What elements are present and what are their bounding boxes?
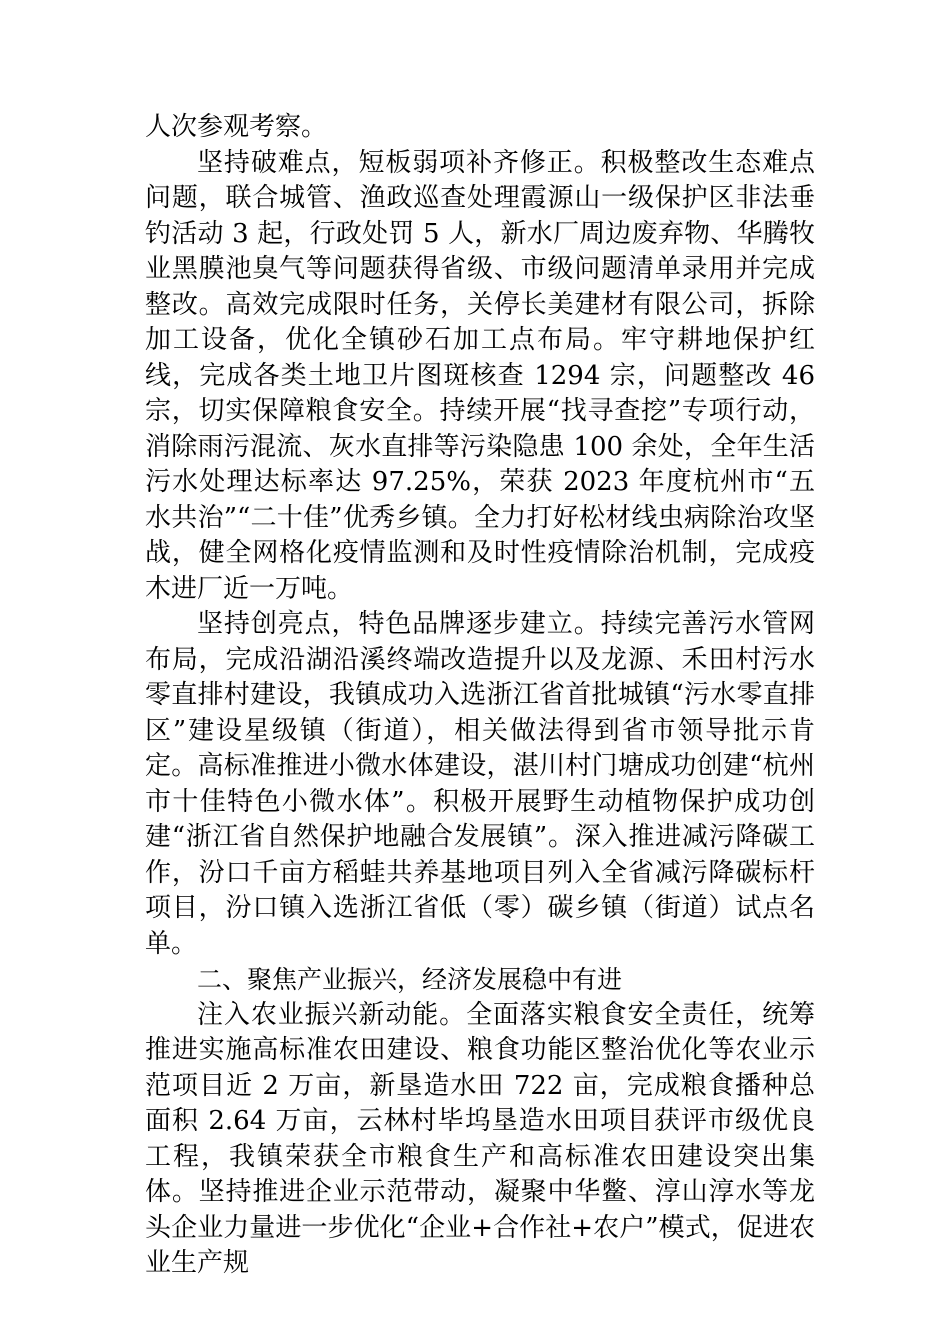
paragraph-break-difficulties: 坚持破难点，短板弱项补齐修正。积极整改生态难点问题，联合城管、渔政巡查处理霞源山一级保护区非法垂钓活动 3 起，行政处罚 5 人，新水厂周边废弃物、华腾牧业黑膜池臭气等问题获得省级、市级问题清单录用并完成整改。高效完成限时任务，关停长美建材有限公司，拆除加工设备，优化全镇砂石加工点布局。牢守耕地保护红线，完成各类土地卫片图斑核查 1294 宗，问题整改 46 宗，切实保障粮食安全。持续开展“找寻查挖”专项行动，消除雨污混流、灰水直排等污染隐患 100 余处，全年生活污水处理达标率达 97.25%，荣获 2023 年度杭州市“五水共治”“二十佳”优秀乡镇。全力打好松材线虫病除治攻坚战，健全网格化疫情监测和及时性疫情除治机制，完成疫木进厂近一万吨。 (145, 147, 815, 604)
section-heading: 二、聚焦产业振兴，经济发展稳中有进 (197, 965, 623, 994)
paragraph-agriculture: 注入农业振兴新动能。全面落实粮食安全责任，统筹推进实施高标准农田建设、粮食功能区整治优化等农业示范项目近 2 万亩，新垦造水田 722 亩，完成粮食播种总面积 2.64 万亩，云林村毕坞垦造水田项目获评市级优良工程，我镇荣获全市粮食生产和高标准农田建设突出集体。坚持推进企业示范带动，凝聚中华鳖、淳山淳水等龙头企业力量进一步优化“企业+合作社+农户”模式，促进农业生产规 (145, 999, 815, 1278)
paragraph-continuation: 人次参观考察。 (145, 112, 328, 142)
paragraph-create-highlights: 坚持创亮点，特色品牌逐步建立。持续完善污水管网布局，完成沿湖沿溪终端改造提升以及龙源、禾田村污水零直排村建设，我镇成功入选浙江省首批城镇“污水零直排区”建设星级镇（街道），相关做法得到省市领导批示肯定。高标准推进小微水体建设，湛川村门塘成功创建“杭州市十佳特色小微水体”。积极开展野生动植物保护成功创建“浙江省自然保护地融合发展镇”。深入推进减污降碳工作，汾口千亩方稻蛙共养基地项目列入全省减污降碳标杆项目，汾口镇入选浙江省低（零）碳乡镇（街道）试点名单。 (145, 609, 815, 959)
document-body (145, 110, 815, 1282)
